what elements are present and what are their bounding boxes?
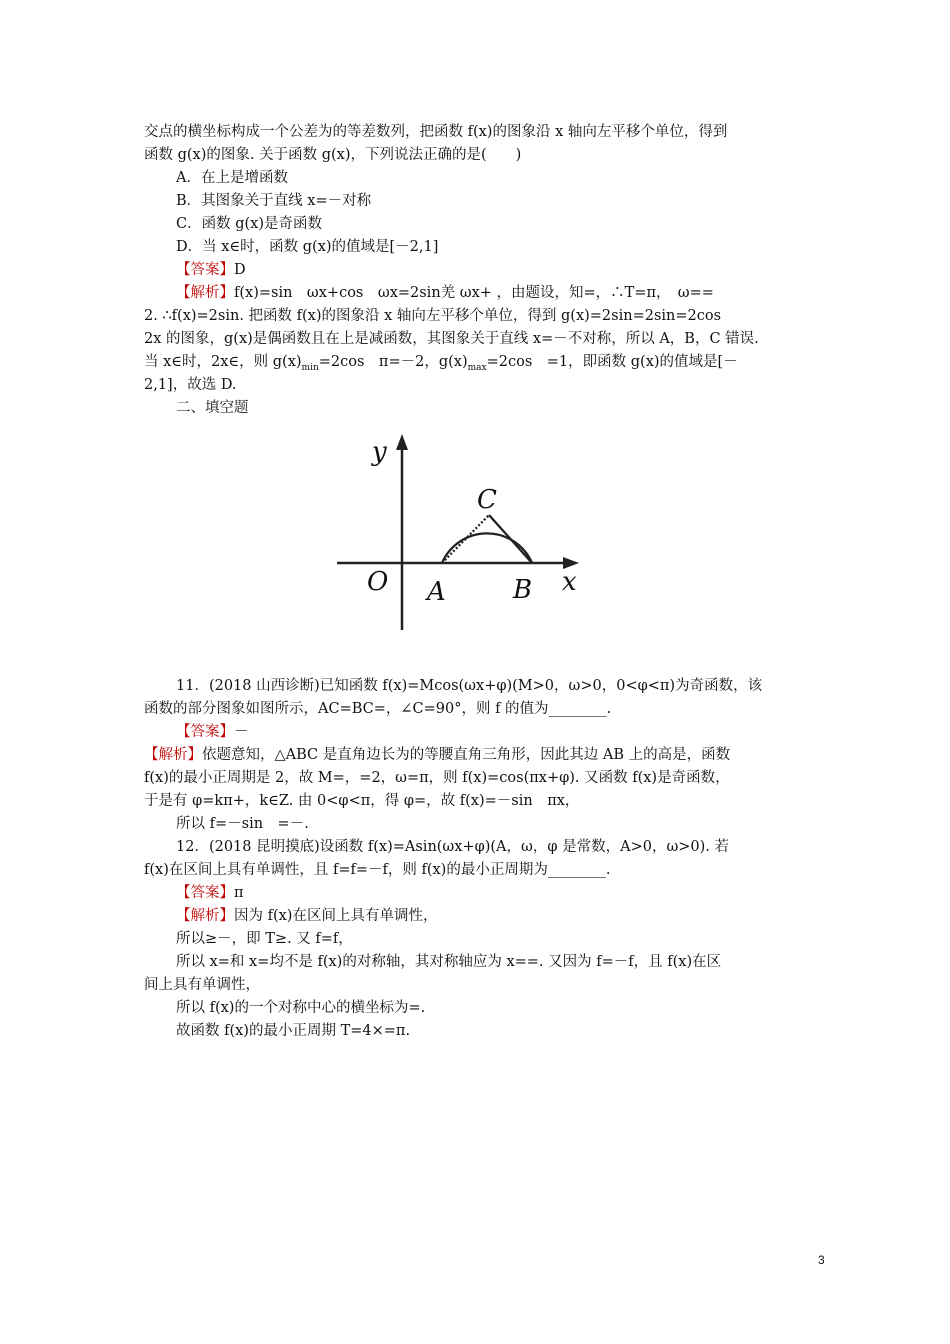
answer-tag: 【答案】 bbox=[176, 724, 234, 740]
q11-answer bbox=[176, 722, 249, 742]
coordinate-figure bbox=[335, 430, 585, 635]
q12-analysis-line4: 间上具有单调性， bbox=[144, 977, 260, 993]
subscript-min: min bbox=[301, 362, 319, 373]
q12-answer bbox=[176, 883, 244, 903]
q10-stem-line1: 交点的横坐标构成一个公差为的等差数列，把函数 f(x)的图象沿 x 轴向左平移个单位，得到 bbox=[144, 124, 728, 140]
q10-option-a: A．在上是增函数 bbox=[176, 170, 288, 186]
q10-analysis-line1 bbox=[176, 283, 714, 303]
answer-value: － bbox=[234, 724, 249, 740]
q11-analysis-line4: 所以 f=－sin =－. bbox=[176, 816, 309, 832]
q10-option-d: D．当 x∈时，函数 g(x)的值域是[－2,1] bbox=[176, 239, 439, 255]
q10-option-b: B．其图象关于直线 x=－对称 bbox=[176, 193, 372, 209]
analysis-tag: 【解析】 bbox=[176, 285, 234, 301]
label-o: O bbox=[367, 567, 389, 597]
q11-stem-line1: 11．(2018 山西诊断)已知函数 f(x)=Mcos(ωx+φ)(M>0，ω>0，0<φ<π)为奇函数，该 bbox=[176, 678, 763, 694]
q11-stem-line2: 函数的部分图象如图所示，AC=BC=，∠C=90°，则 f 的值为________. bbox=[144, 701, 612, 717]
label-x: x bbox=[562, 567, 577, 597]
q10-analysis-line3: 2x 的图象，g(x)是偶函数且在上是减函数，其图象关于直线 x=－不对称，所以 A，B，C 错误. bbox=[144, 331, 759, 347]
q12-analysis-line6: 故函数 f(x)的最小正周期 T=4×=π. bbox=[176, 1023, 411, 1039]
q10-option-c: C．函数 g(x)是奇函数 bbox=[176, 216, 322, 232]
answer-value: π bbox=[234, 885, 244, 901]
q12-stem-line1: 12．(2018 昆明摸底)设函数 f(x)=Asin(ωx+φ)(A，ω，φ 是常数，A>0，ω>0). 若 bbox=[176, 839, 730, 855]
analysis-text: 因为 f(x)在区间上具有单调性， bbox=[234, 908, 438, 924]
label-a: A bbox=[427, 577, 446, 607]
q10-answer bbox=[176, 260, 246, 280]
analysis-text: =2cos =1，即函数 g(x)的值域是[－ bbox=[486, 354, 738, 370]
q11-analysis-line3: 于是有 φ=kπ+，k∈Z. 由 0<φ<π，得 φ=，故 f(x)=－sin πx， bbox=[144, 793, 580, 809]
answer-tag: 【答案】 bbox=[176, 262, 234, 278]
analysis-text: 依题意知，△ABC 是直角边长为的等腰直角三角形，因此其边 AB 上的高是，函数 bbox=[202, 747, 731, 763]
q12-analysis-line1 bbox=[176, 906, 437, 926]
q12-analysis-line5: 所以 f(x)的一个对称中心的横坐标为=. bbox=[176, 1000, 426, 1016]
q12-analysis-line3: 所以 x=和 x=均不是 f(x)的对称轴，其对称轴应为 x==. 又因为 f=－f，且 f(x)在区 bbox=[176, 954, 722, 970]
q11-analysis-line1 bbox=[144, 745, 730, 765]
q12-analysis-line2: 所以≥－，即 T≥. 又 f=f， bbox=[176, 931, 353, 947]
analysis-text: f(x)=sin ωx+cos ωx=2sin羌 ωx+ ，由题设，知=，∴T=π， ω== bbox=[234, 285, 714, 301]
segment-cb bbox=[489, 515, 532, 563]
subscript-max: max bbox=[467, 362, 487, 373]
answer-value: D bbox=[234, 262, 246, 278]
q10-analysis-line5: 2,1]，故选 D. bbox=[144, 377, 237, 393]
q11-analysis-line2: f(x)的最小正周期是 2，故 M=，=2，ω=π，则 f(x)=cos(πx+φ). 又函数 f(x)是奇函数， bbox=[144, 770, 730, 786]
q10-analysis-line4 bbox=[144, 352, 738, 378]
section-title: 二、填空题 bbox=[176, 400, 249, 416]
analysis-text: 当 x∈时，2x∈，则 g(x) bbox=[144, 354, 302, 370]
y-axis-arrow bbox=[396, 434, 408, 450]
page-number: 3 bbox=[818, 1253, 825, 1267]
label-b: B bbox=[513, 575, 533, 605]
label-y: y bbox=[372, 437, 387, 467]
segment-ac bbox=[442, 515, 489, 563]
q10-analysis-line2: 2. ∴f(x)=2sin. 把函数 f(x)的图象沿 x 轴向左平移个单位，得到 g(x)=2sin=2sin=2cos bbox=[144, 308, 722, 324]
analysis-text: =2cos π=－2，g(x) bbox=[318, 354, 468, 370]
q10-stem-line2: 函数 g(x)的图象. 关于函数 g(x)，下列说法正确的是( ) bbox=[144, 147, 522, 163]
analysis-tag: 【解析】 bbox=[176, 908, 234, 924]
analysis-tag: 【解析】 bbox=[144, 747, 202, 763]
q12-stem-line2: f(x)在区间上具有单调性，且 f=f=－f，则 f(x)的最小正周期为________. bbox=[144, 862, 611, 878]
answer-tag: 【答案】 bbox=[176, 885, 234, 901]
label-c: C bbox=[477, 485, 497, 515]
